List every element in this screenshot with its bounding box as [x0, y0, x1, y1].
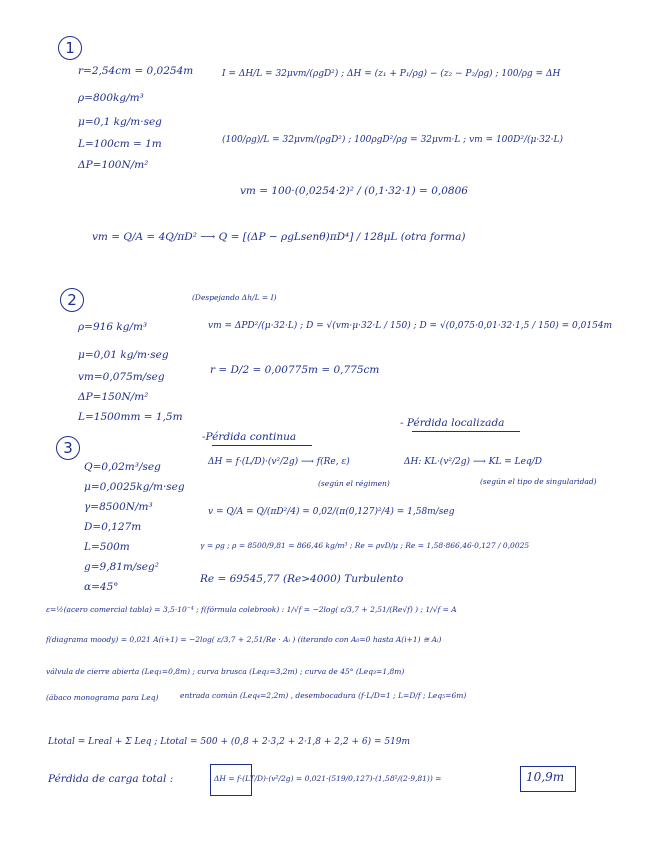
- s2-eq2: r = D/2 = 0,00775m = 0,775cm: [210, 364, 380, 376]
- section-3-number: 3: [56, 436, 80, 460]
- section-1-number: 1: [58, 36, 82, 60]
- s3-fittings-line2: entrada común (Leq₄=2,2m) , desembocadura (f·L/D=1 ; L=D/f ; Leq₅=6m): [180, 691, 467, 700]
- s3-note-abaco: (ábaco monograma para Leq): [46, 693, 159, 702]
- s3-eq-roughness-colebrook: ε=½(acero comercial tabla) = 3,5·10⁻⁴ ; f(fórmula colebrook) : 1/√f = −2log( ε/3,7 + 2,51/(Re√f) ) ; 1/√f = A: [46, 605, 457, 614]
- s3-fittings-line1: válvula de cierre abierta (Leq₁=0,8m) ; curva brusca (Leq₂=3,2m) ; curva de 45° (Leq₃=1,8m): [46, 667, 405, 676]
- s3-eq-velocity: v = Q/A = Q/(πD²/4) = 0,02/(π(0,127)²/4) = 1,58m/seg: [208, 507, 455, 517]
- s3-given-Q: Q=0,02m³/seg: [84, 461, 161, 473]
- s3-eq-localizada: ΔH: KL·(v²/2g) ⟶ KL = Leq/D: [404, 457, 542, 467]
- s3-eq-continua: ΔH = f·(L/D)·(v²/2g) ⟶ f(Re, ε): [208, 457, 350, 467]
- s1-given-L: L=100cm = 1m: [78, 138, 162, 150]
- s3-given-gamma: γ=8500N/m³: [84, 501, 153, 513]
- s1-eq1: I = ΔH/L = 32μvm/(ρgD²) ; ΔH = (z₁ + P₁/ρg) − (z₂ − P₂/ρg) ; 100/ρg = ΔH: [222, 69, 561, 79]
- s3-eq-reynolds-result: Re = 69545,77 (Re>4000) Turbulento: [200, 573, 404, 585]
- s3-final-label: Pérdida de carga total :: [48, 773, 174, 785]
- s1-given-rho: ρ=800kg/m³: [78, 92, 144, 104]
- s3-note-singularidad: (según el tipo de singularidad): [480, 477, 597, 486]
- s2-note-despejando: (Despejando Δh/L = I): [192, 293, 277, 302]
- s1-eq3: vm = 100·(0,0254·2)² / (0,1·32·1) = 0,0806: [240, 185, 468, 197]
- s3-given-mu: μ=0,0025kg/m·seg: [84, 481, 185, 493]
- s3-eq-density-reynolds: γ = ρg ; ρ = 8500/9,81 = 866,46 kg/m³ ; Re = ρvD/μ ; Re = 1,58·866,46·0,127 / 0,0025: [200, 541, 530, 550]
- s3-heading-continua: -Pérdida continua: [202, 431, 297, 443]
- s3-given-alpha: α=45°: [84, 581, 119, 593]
- s2-given-rho: ρ=916 kg/m³: [78, 321, 148, 333]
- s1-given-dp: ΔP=100N/m²: [78, 159, 149, 171]
- s2-given-mu: μ=0,01 kg/m·seg: [78, 349, 169, 361]
- s2-given-L: L=1500mm = 1,5m: [78, 411, 183, 423]
- section-2-number: 2: [60, 288, 84, 312]
- s2-eq1: vm = ΔPD²/(μ·32·L) ; D = √(vm·μ·32·L / 150) ; D = √(0,075·0,01·32·1,5 / 150) = 0,0154m: [208, 321, 613, 331]
- s3-heading-continua-underline: [212, 445, 312, 446]
- s3-final-result: 10,9m: [526, 770, 565, 784]
- s1-eq4: vm = Q/A = 4Q/πD² ⟶ Q = [(ΔP − ρgLsenθ)πD⁴] / 128μL (otra forma): [92, 231, 466, 243]
- s3-heading-localizada: - Pérdida localizada: [400, 417, 505, 429]
- s3-heading-localizada-underline: [412, 431, 520, 432]
- s2-given-vm: vm=0,075m/seg: [78, 371, 165, 383]
- s3-given-D: D=0,127m: [84, 521, 142, 533]
- s3-note-regimen: (según el régimen): [318, 479, 390, 488]
- s1-given-mu: μ=0,1 kg/m·seg: [78, 116, 162, 128]
- s3-given-g: g=9,81m/seg²: [84, 561, 159, 573]
- s3-given-L: L=500m: [84, 541, 130, 553]
- s1-eq2: (100/ρg)/L = 32μvm/(ρgD²) ; 100ρgD²/ρg = 32μvm·L ; vm = 100D²/(μ·32·L): [222, 135, 564, 145]
- s3-final-formula: ΔH = f·(LT/D)·(v²/2g) = 0,021·(519/0,127)·(1,58²/(2·9,81)) =: [214, 774, 442, 783]
- s3-eq-ltotal: Ltotal = Lreal + Σ Leq ; Ltotal = 500 + (0,8 + 2·3,2 + 2·1,8 + 2,2 + 6) = 519m: [48, 737, 411, 747]
- s1-given-r: r=2,54cm = 0,0254m: [78, 65, 194, 77]
- s3-eq-moody-iteration: f(diagrama moody) = 0,021 A(i+1) = −2log( ε/3,7 + 2,51/Re · Aᵢ ) (iterando con A₀=0 hasta A(i+1) ≅ Aᵢ): [46, 635, 442, 644]
- s2-given-dp: ΔP=150N/m²: [78, 391, 149, 403]
